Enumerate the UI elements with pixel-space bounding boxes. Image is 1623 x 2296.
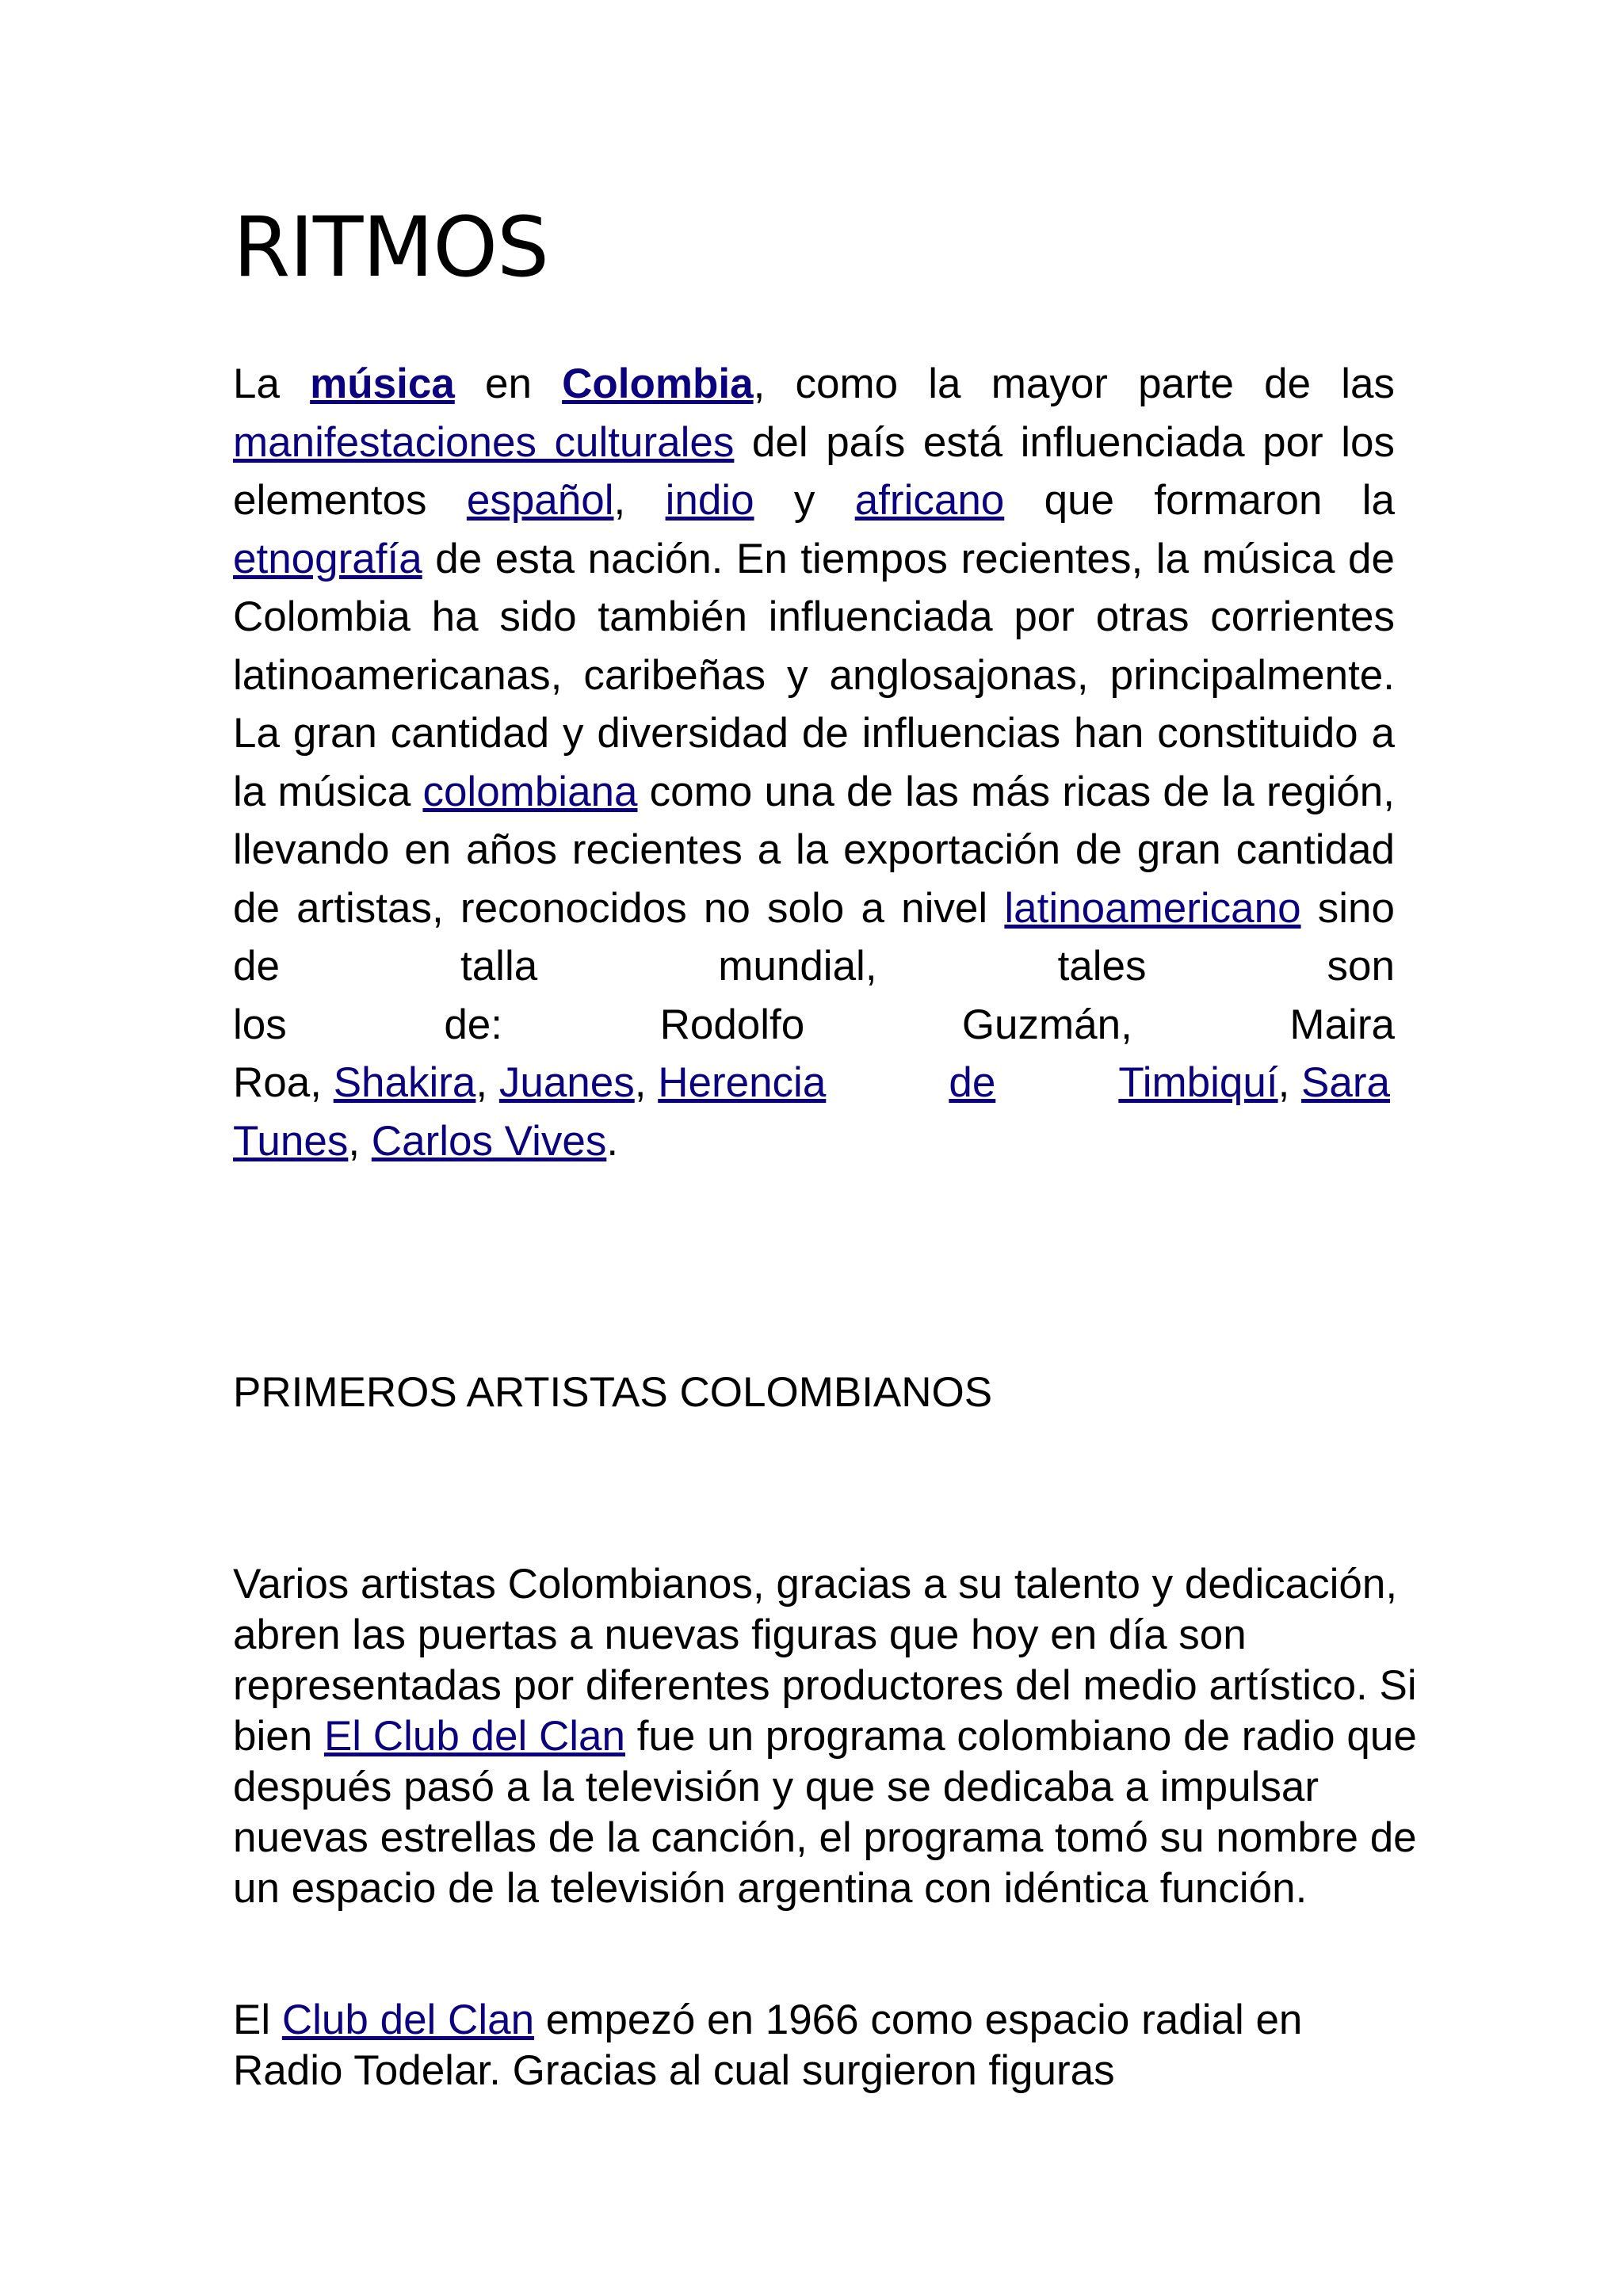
text: La — [233, 360, 311, 407]
paragraph-ritmos — [233, 355, 1395, 1170]
link-juanes[interactable]: Juanes — [498, 1059, 635, 1106]
link-etnografia[interactable]: etnografía — [233, 535, 422, 582]
text: en — [454, 360, 563, 407]
artists-links-row — [233, 1054, 1485, 1112]
text: del país está influenciada por los elementos — [233, 418, 1395, 524]
link-el-club-del-clan[interactable]: El Club del Clan — [323, 1713, 625, 1760]
text: de: — [444, 1001, 503, 1048]
artists-last-row — [233, 1112, 1395, 1171]
link-latinoamericano[interactable]: latinoamericano — [1004, 884, 1301, 932]
text: Varios artistas Colombianos, gracias a su talento y dedicación, abren las puertas a nuevas figuras que hoy en día son representadas por diferentes productores del medio artístico. Si bien — [233, 1561, 1417, 1760]
link-carlos-vives[interactable]: Carlos Vives — [371, 1117, 607, 1165]
section-heading: PRIMEROS ARTISTAS COLOMBIANOS — [233, 1369, 993, 1416]
text: de esta nación. En tiempos recientes, la música de Colombia ha sido también influenciada por otras corrientes latinoamericanas, caribeñas y anglosajonas, principalmente. La gran cantidad y diversidad de influencias han constituido a la música — [233, 535, 1395, 815]
text: Guzmán, — [961, 1001, 1132, 1048]
paragraph-club-del-clan — [233, 1995, 1422, 2096]
link-herencia-de[interactable]: de — [949, 1059, 996, 1106]
text: sino de talla mundial, tales son — [233, 884, 1395, 990]
text: , — [634, 1059, 659, 1106]
link-tunes[interactable]: Tunes — [233, 1117, 349, 1165]
link-timbiqui[interactable]: Timbiquí — [1118, 1059, 1278, 1106]
text: Roa, — [233, 1059, 334, 1106]
document-title: RITMOS — [233, 199, 549, 296]
text: , — [475, 1059, 499, 1106]
link-indio[interactable]: indio — [665, 477, 754, 524]
artists-row — [233, 996, 1395, 1055]
link-africano[interactable]: africano — [854, 477, 1005, 524]
link-colombiana[interactable]: colombiana — [422, 768, 638, 815]
text: como una de las más ricas de la región, llevando en años recientes a la exportación de gran cantidad de artistas, reconocidos no solo a nivel — [233, 768, 1395, 932]
text: que formaron la — [1004, 477, 1396, 524]
text: , — [348, 1117, 372, 1165]
text: y — [754, 477, 855, 524]
link-sara[interactable]: Sara — [1301, 1059, 1390, 1106]
text: . — [606, 1117, 619, 1165]
text: Maira — [1289, 1001, 1395, 1048]
text: , — [1277, 1059, 1302, 1106]
artists-links-left — [233, 1054, 826, 1112]
artists-links-right — [1118, 1054, 1485, 1112]
link-colombia[interactable]: Colombia — [562, 360, 754, 407]
link-manifestaciones-culturales[interactable]: manifestaciones culturales — [233, 418, 735, 466]
link-espanol[interactable]: español — [466, 477, 614, 524]
text: , como la mayor parte de las — [753, 360, 1396, 407]
text: los — [233, 1001, 287, 1048]
text: El — [233, 1997, 282, 2043]
link-club-del-clan[interactable]: Club del Clan — [281, 1997, 535, 2043]
text: empezó en 1966 como espacio radial en Radio Todelar. Gracias al cual surgieron figuras — [233, 1997, 1303, 2094]
link-shakira[interactable]: Shakira — [333, 1059, 476, 1106]
link-herencia[interactable]: Herencia — [658, 1059, 827, 1106]
text: Rodolfo — [659, 1001, 805, 1048]
text: fue un programa colombiano de radio que después pasó a la televisión y que se dedicaba a impulsar nuevas estrellas de la canción, el programa tomó su nombre de un espacio de la televisión argentina con idéntica función. — [233, 1713, 1417, 1912]
paragraph-primeros-artistas — [233, 1559, 1422, 1914]
text: , — [613, 477, 666, 524]
link-musica[interactable]: música — [310, 360, 455, 407]
